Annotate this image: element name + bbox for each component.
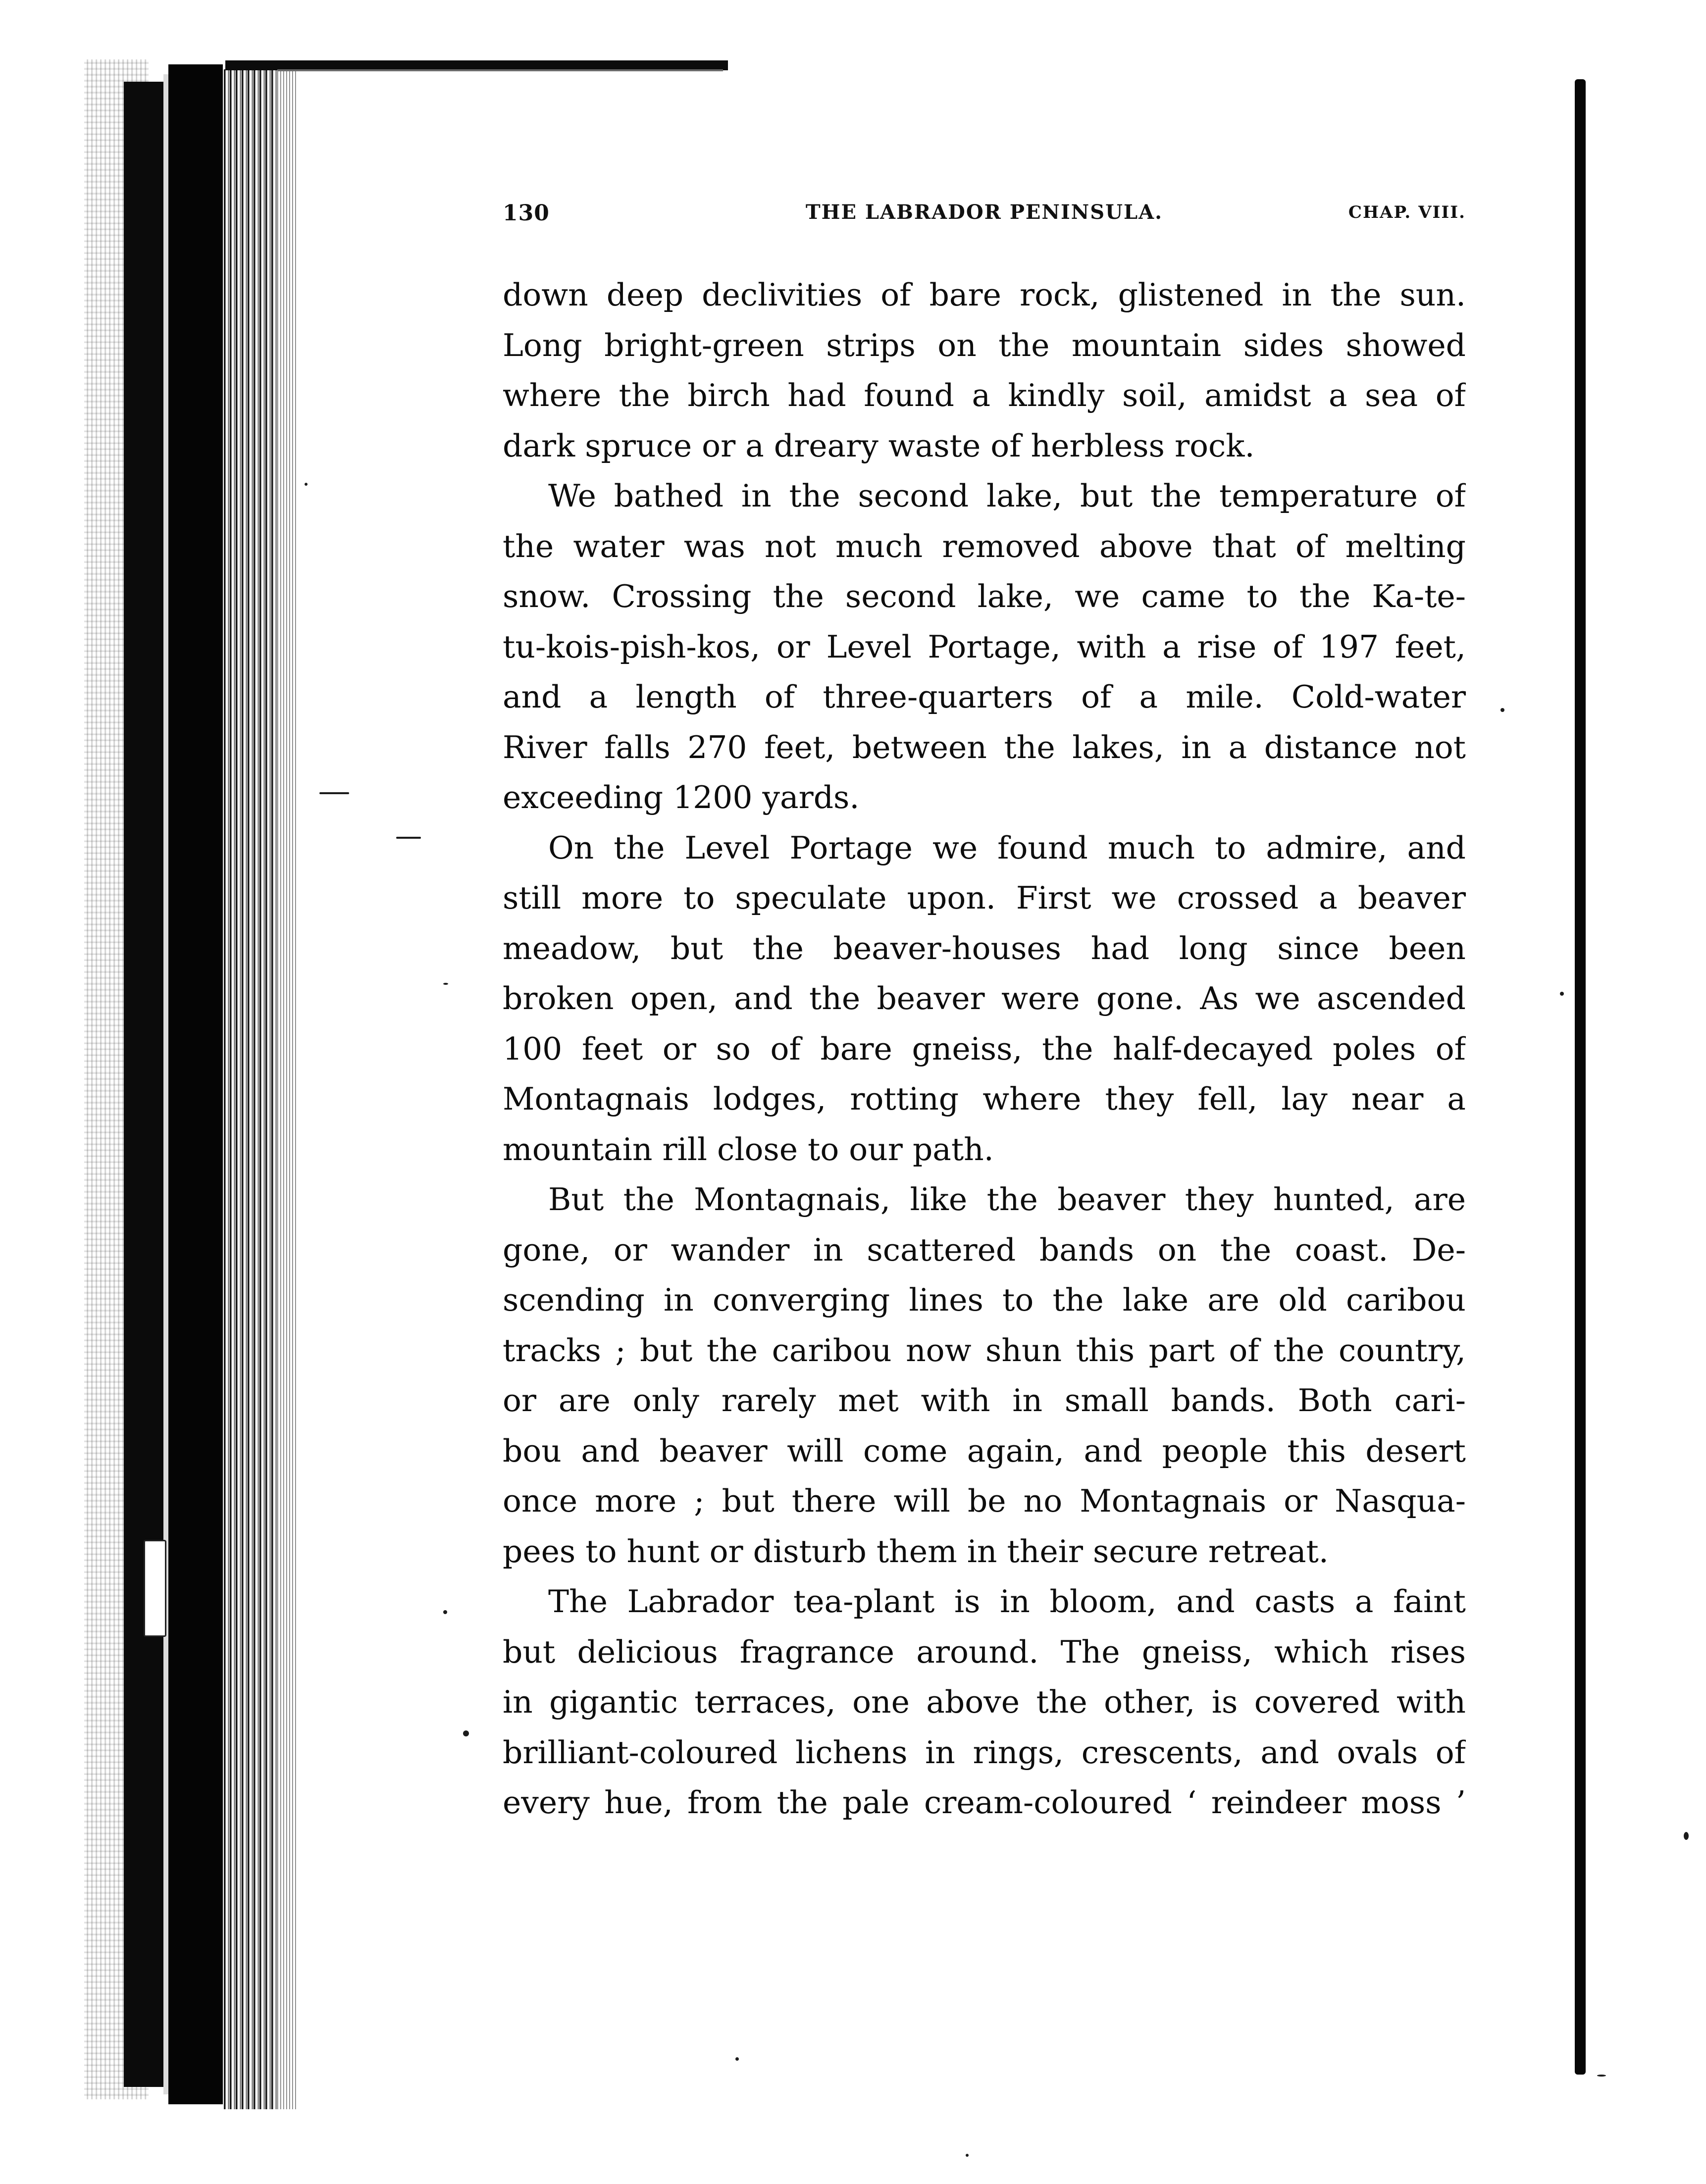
text-line: River falls 270 feet, between the lakes, in a distance not [503, 729, 1466, 765]
paragraph [503, 270, 1466, 471]
paper-slip [144, 1540, 166, 1637]
dust-speck [396, 837, 421, 839]
dust-speck [1597, 2075, 1606, 2077]
text-line: or are only rarely met with in small bands. Both cari- [503, 1382, 1466, 1419]
dust-speck [735, 2057, 739, 2061]
chapter-reference: CHAP. VIII. [1348, 203, 1466, 222]
paragraph [503, 1174, 1466, 1576]
dust-speck [1684, 1832, 1689, 1840]
page-number: 130 [503, 201, 550, 226]
text-line: in gigantic terraces, one above the other, is covered with [503, 1684, 1466, 1720]
text-line: but delicious fragrance around. The gneiss, which rises [503, 1633, 1466, 1670]
dust-speck [463, 1730, 469, 1736]
dust-speck [443, 983, 448, 985]
running-title: THE LABRADOR PENINSULA. [805, 201, 1163, 224]
body-text [503, 270, 1466, 1828]
binding-shadow-inner [168, 64, 223, 2104]
dust-speck [1560, 992, 1564, 996]
text-line: still more to speculate upon. First we crossed a beaver [503, 880, 1466, 916]
dust-speck [443, 1610, 447, 1614]
paragraph [503, 471, 1466, 823]
text-line: down deep declivities of bare rock, glistened in the sun. [503, 277, 1466, 313]
text-line: scending in converging lines to the lake are old caribou [503, 1282, 1466, 1318]
text-line: exceeding 1200 yards. [503, 779, 860, 815]
text-line: mountain rill close to our path. [503, 1131, 994, 1168]
text-line: gone, or wander in scattered bands on the coast. De- [503, 1231, 1466, 1268]
text-line: pees to hunt or disturb them in their secure retreat. [503, 1533, 1329, 1570]
dust-speck [966, 2154, 969, 2157]
text-line: The Labrador tea-plant is in bloom, and casts a faint [548, 1583, 1466, 1620]
text-line: snow. Crossing the second lake, we came to the Ka-te- [503, 578, 1466, 614]
dust-speck [319, 792, 349, 794]
text-line: On the Level Portage we found much to admire, and [548, 829, 1466, 866]
text-line: meadow, but the beaver-houses had long since been [503, 930, 1466, 966]
top-edge-line [277, 69, 723, 71]
text-line: broken open, and the beaver were gone. As we ascended [503, 980, 1466, 1016]
text-line: where the birch had found a kindly soil, amidst a sea of [503, 377, 1466, 413]
text-line: tracks ; but the caribou now shun this part of the country, [503, 1332, 1466, 1369]
paragraph [503, 1576, 1466, 1828]
text-line: bou and beaver will come again, and people this desert [503, 1432, 1466, 1469]
text-line: the water was not much removed above that of melting [503, 528, 1466, 564]
text-line: and a length of three-quarters of a mile. Cold-water [503, 679, 1466, 715]
text-line: Long bright-green strips on the mountain sides showed [503, 327, 1466, 363]
binding-shadow [124, 82, 163, 2087]
text-line: We bathed in the second lake, but the temperature of [548, 478, 1466, 514]
dust-speck [1500, 708, 1504, 712]
text-line: brilliant-coloured lichens in rings, crescents, and ovals of [503, 1734, 1466, 1771]
right-edge-shadow [1575, 79, 1586, 2075]
text-line: tu-kois-pish-kos, or Level Portage, with a rise of 197 feet, [503, 628, 1466, 665]
text-line: Montagnais lodges, rotting where they fell, lay near a [503, 1081, 1466, 1117]
text-line: dark spruce or a dreary waste of herbless rock. [503, 427, 1255, 464]
text-line: 100 feet or so of bare gneiss, the half-decayed poles of [503, 1030, 1466, 1067]
page-edges-fade [277, 69, 297, 2109]
paragraph [503, 823, 1466, 1175]
text-line: But the Montagnais, like the beaver they hunted, are [548, 1181, 1466, 1218]
top-edge-shadow [225, 60, 728, 70]
running-head [503, 201, 1466, 235]
dust-speck [305, 483, 308, 486]
text-line: once more ; but there will be no Montagnais or Nasqua- [503, 1483, 1466, 1519]
text-line: every hue, from the pale cream-coloured ‘ reindeer moss ’ [503, 1784, 1466, 1821]
